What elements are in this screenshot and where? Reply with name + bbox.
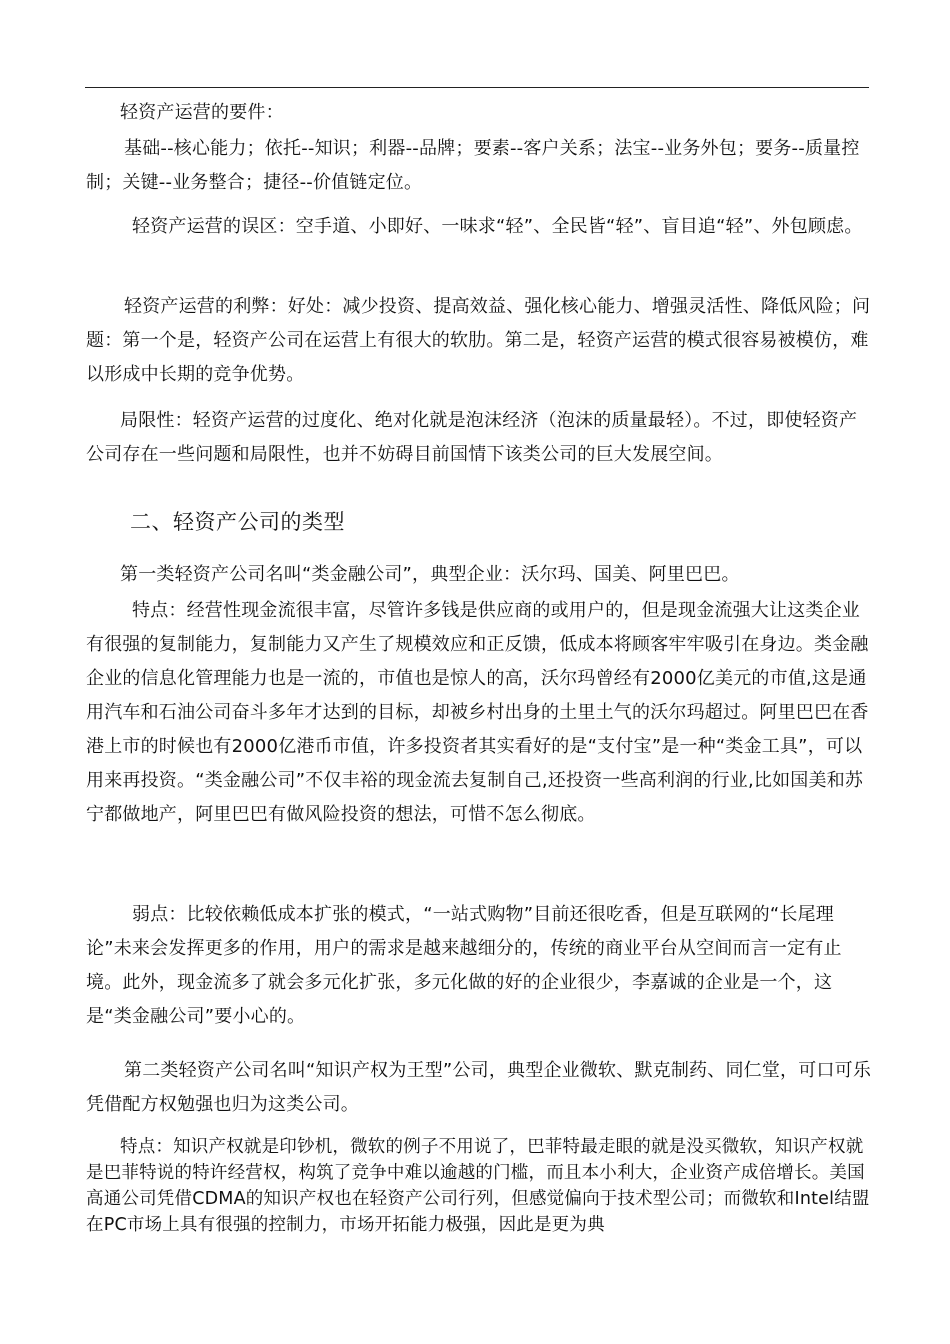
paragraph-type-one-weaknesses: 弱点：比较依赖低成本扩张的模式，“一站式购物”目前还很吃香，但是互联网的“长尾理论”未来会发挥更多的作用，用户的需求是越来越细分的，传统的商业平台从空间而言一定有止境。此外，现金流多了就会多元化扩张，多元化做的好的企业很少，李嘉诚的企业是一个，这是“类金融公司”要小心的。 [86,904,842,1027]
paragraph-type-one-features: 特点：经营性现金流很丰富，尽管许多钱是供应商的或用户的，但是现金流强大让这类企业有很强的复制能力，复制能力又产生了规模效应和正反馈，低成本将顾客牢牢吸引在身边。类金融企业的信息化管理能力也是一流的，市值也是惊人的高，沃尔玛曾经有2000亿美元的市值,这是通用汽车和石油公司奋斗多年才达到的目标，却被乡村出身的土里土气的沃尔玛超过。阿里巴巴在香港上市的时候也有2000亿港币市值，许多投资者其实看好的是“支付宝”是一种“类金工具”，可以用来再投资。“类金融公司”不仅丰裕的现金流去复制自己,还投资一些高利润的行业,比如国美和苏宁都做地产，阿里巴巴有做风险投资的想法，可惜不怎么彻底。 [86,600,869,825]
paragraph-limitations: 局限性：轻资产运营的过度化、绝对化就是泡沫经济（泡沫的质量最轻）。不过，即使轻资产公司存在一些问题和局限性，也并不妨碍目前国情下该类公司的巨大发展空间。 [86,410,858,465]
paragraph-type-two: 第二类轻资产公司名叫“知识产权为王型”公司，典型企业微软、默克制药、同仁堂，可口可乐凭借配方权勉强也归为这类公司。 [86,1060,872,1115]
section-heading: 二、轻资产公司的类型 [130,510,345,534]
paragraph-requirements-title: 轻资产运营的要件： [120,102,284,123]
paragraph-type-one: 第一类轻资产公司名叫“类金融公司”，典型企业：沃尔玛、国美、阿里巴巴。 [120,564,740,585]
header-rule [85,87,869,88]
paragraph-type-two-features: 特点：知识产权就是印钞机，微软的例子不用说了，巴菲特最走眼的就是没买微软，知识产权就是巴菲特说的特许经营权，构筑了竞争中难以逾越的门槛，而且本小利大，企业资产成倍增长。美国高通公司凭借CDMA的知识产权也在轻资产公司行列，但感觉偏向于技术型公司；而微软和Intel结盟在PC市场上具有很强的控制力，市场开拓能力极强，因此是更为典 [86,1137,870,1235]
paragraph-requirements: 基础--核心能力；依托--知识；利器--品牌；要素--客户关系；法宝--业务外包；要务--质量控制；关键--业务整合；捷径--价值链定位。 [86,138,860,193]
paragraph-misconceptions: 轻资产运营的误区：空手道、小即好、一味求“轻”、全民皆“轻”、盲目追“轻”、外包顾虑。 [132,216,863,237]
paragraph-pros-cons: 轻资产运营的利弊：好处：减少投资、提高效益、强化核心能力、增强灵活性、降低风险；问题：第一个是，轻资产公司在运营上有很大的软肋。第二是，轻资产运营的模式很容易被模仿，难以形成中长期的竞争优势。 [86,296,871,385]
